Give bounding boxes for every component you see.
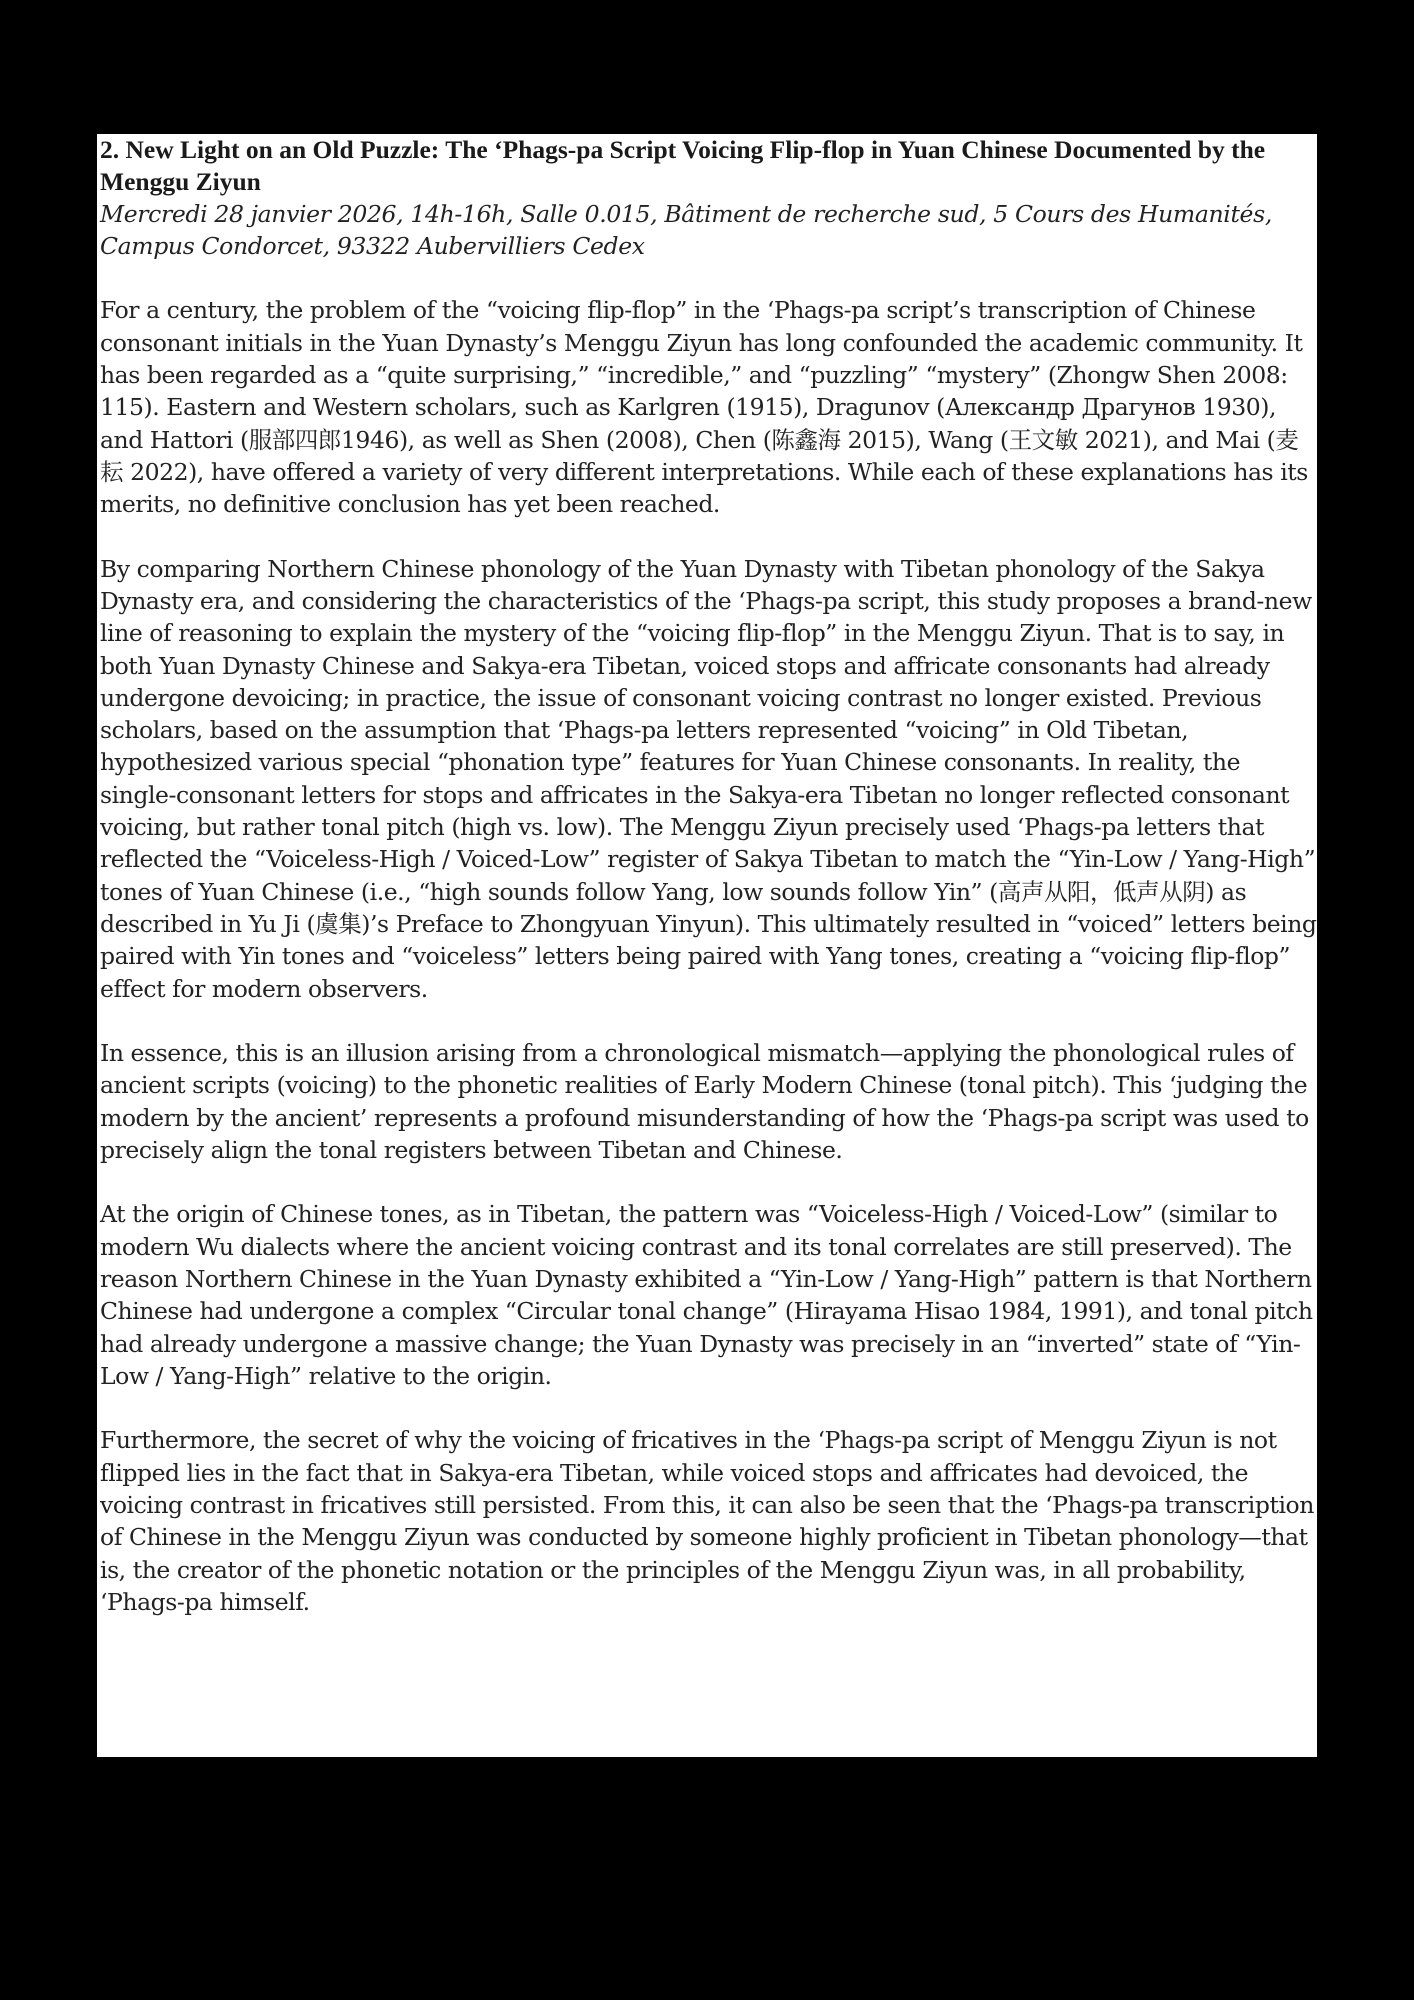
paragraph-hypothesis: By comparing Northern Chinese phonology of the Yuan Dynasty with Tibetan phonology of the Sakya Dynasty era, and considering the characteristics of the ‘Phags-pa script, this study proposes a brand-new line of reasoning to explain the mystery of the “voicing flip-flop” in the Menggu Ziyun. That is to say, in both Yuan Dynasty Chinese and Sakya-era Tibetan, voiced stops and affricate consonants had already undergone devoicing; in practice, the issue of consonant voicing contrast no longer existed. Previous scholars, based on the assumption that ‘Phags-pa letters represented “voicing” in Old Tibetan, hypothesized various special “phonation type” features for Yuan Chinese consonants. In reality, the single-consonant letters for stops and affricates in the Sakya-era Tibetan no longer reflected consonant voicing, but rather tonal pitch (high vs. low). The Menggu Ziyun precisely used ‘Phags-pa letters that reflected the “Voiceless-High / Voiced-Low” register of Sakya Tibetan to match the “Yin-Low / Yang-High” tones of Yuan Chinese (i.e., “high sounds follow Yang, low sounds follow Yin” (高声从阳，低声从阴) as described in Yu Ji (虞集)’s Preface to Zhongyuan Yinyun). This ultimately resulted in “voiced” letters being paired with Yin tones and “voiceless” letters being paired with Yang tones, creating a “voicing flip-flop” effect for modern observers. xyxy=(100,554,1317,1003)
event-info: Mercredi 28 janvier 2026, 14h-16h, Salle 0.015, Bâtiment de recherche sud, 5 Cours des Humanités, Campus Condorcet, 93322 Aubervilliers Cedex xyxy=(100,200,1272,261)
spacer xyxy=(100,262,1317,294)
paragraph-illusion: In essence, this is an illusion arising from a chronological mismatch—applying the phonological rules of ancient scripts (voicing) to the phonetic realities of Early Modern Chinese (tonal pitch). This ‘judging the modern by the ancient’ represents a profound misunderstanding of how the ‘Phags-pa script was used to precisely align the tonal registers between Tibetan and Chinese. xyxy=(100,1039,1309,1164)
paragraph-tonal-origin: At the origin of Chinese tones, as in Tibetan, the pattern was “Voiceless-High / Voiced-Low” (similar to modern Wu dialects where the ancient voicing contrast and its tonal correlates are still preserved). The reason Northern Chinese in the Yuan Dynasty exhibited a “Yin-Low / Yang-High” pattern is that Northern Chinese had undergone a complex “Circular tonal change” (Hirayama Hisao 1984, 1991), and tonal pitch had already undergone a massive change; the Yuan Dynasty was precisely in an “inverted” state of “Yin-Low / Yang-High” relative to the origin. xyxy=(100,1200,1313,1390)
paragraph-fricatives: Furthermore, the secret of why the voicing of fricatives in the ‘Phags-pa script of Menggu Ziyun is not flipped lies in the fact that in Sakya-era Tibetan, while voiced stops and affricates had devoiced, the voicing contrast in fricatives still persisted. From this, it can also be seen that the ‘Phags-pa transcription of Chinese in the Menggu Ziyun was conducted by someone highly proficient in Tibetan phonology—that is, the creator of the phonetic notation or the principles of the Menggu Ziyun was, in all probability, ‘Phags-pa himself. xyxy=(100,1426,1314,1616)
document-page xyxy=(97,134,1317,1757)
paragraph-intro: For a century, the problem of the “voicing flip-flop” in the ‘Phags-pa script’s transcription of Chinese consonant initials in the Yuan Dynasty’s Menggu Ziyun has long confounded the academic community. It has been regarded as a “quite surprising,” “incredible,” and “puzzling” “mystery” (Zhongw Shen 2008: 115). Eastern and Western scholars, such as Karlgren (1915), Dragunov (Александр Драгунов 1930), and Hattori (服部四郎1946), as well as Shen (2008), Chen (陈鑫海 2015), Wang (王文敏 2021), and Mai (麦耘 2022), have offered a variety of very different interpretations. While each of these explanations has its merits, no definitive conclusion has yet been reached. xyxy=(100,296,1308,519)
document-title: 2. New Light on an Old Puzzle: The ‘Phags-pa Script Voicing Flip-flop in Yuan Chinese Documented by the Menggu Ziyun xyxy=(100,135,1266,196)
